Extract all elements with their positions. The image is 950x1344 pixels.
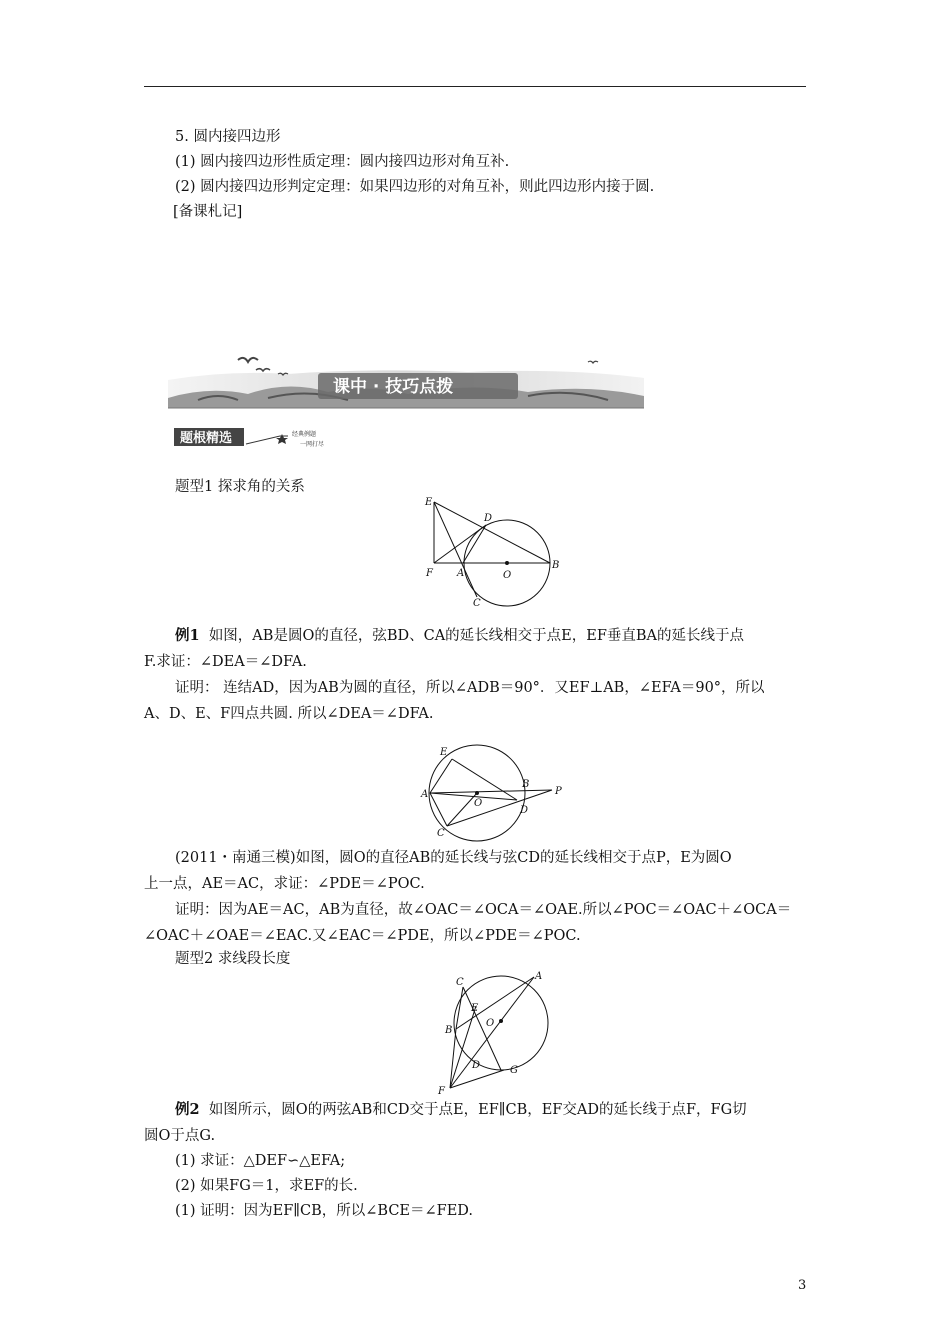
banner-sub2: 一网打尽 [300, 441, 325, 448]
exampleB-line1: (2011・南通三模)如图，圆O的直径AB的延长线与弦CD的延长线相交于点P，E为圆O [175, 850, 732, 866]
fig3-label-E: E [471, 1003, 479, 1014]
proof2-line1: 证明：因为AE＝AC，AB为直径，故∠OAC＝∠OCA＝∠OAE.所以∠POC＝∠OAC＋∠OCA＝ [175, 902, 792, 918]
example2-a1: (1) 证明：因为EF∥CB，所以∠BCE＝∠FED. [175, 1203, 474, 1219]
fig3-label-G: G [510, 1065, 518, 1076]
fig1-label-A: A [457, 568, 465, 579]
fig2-label-O: O [474, 798, 483, 809]
figure-1 [420, 492, 570, 612]
fig1-label-D: D [484, 513, 493, 524]
fig3-label-C: C [456, 977, 464, 988]
banner-tag: 题根精选 [180, 431, 233, 446]
section5-item2: (2) 圆内接四边形判定定理：如果四边形的对角互补，则此四边形内接于圆. [175, 179, 655, 195]
example2-line1: 例2 如图所示，圆O的两弦AB和CD交于点E，EF∥CB，EF交AD的延长线于点F，FG切 [175, 1101, 747, 1118]
fig2-label-P: P [555, 786, 562, 797]
header-rule [144, 86, 806, 87]
fig1-label-B: B [552, 560, 560, 571]
example2-q1: (1) 求证：△DEF∽△EFA; [175, 1153, 346, 1169]
type2-heading: 题型2 求线段长度 [175, 951, 291, 967]
example1-line1: 例1 如图，AB是圆O的直径，弦BD、CA的延长线相交于点E，EF垂直BA的延长线于点 [175, 627, 745, 644]
bird-icon [588, 361, 598, 363]
fig3-label-B: B [445, 1025, 453, 1036]
fig2-label-C: C [437, 828, 445, 839]
figure-3 [430, 968, 560, 1098]
fig2-label-A: A [421, 789, 429, 800]
example1-line2: F.求证：∠DEA＝∠DFA. [144, 654, 307, 670]
fig2-label-B: B [522, 779, 530, 790]
fig3-label-F: F [438, 1086, 445, 1097]
proof1-line1: 证明： 连结AD，因为AB为圆的直径，所以∠ADB＝90°．又EF⊥AB，∠EFA＝90°，所以 [175, 680, 765, 696]
example2-label: 例2 [175, 1101, 200, 1118]
fig2-label-E: E [440, 747, 448, 758]
page-number: 3 [798, 1278, 807, 1293]
example1-label: 例1 [175, 627, 200, 644]
example2-q2: (2) 如果FG＝1，求EF的长. [175, 1178, 358, 1194]
section-banner [168, 350, 644, 450]
fig2-label-D: D [520, 805, 529, 816]
fig1-label-C: C [473, 598, 481, 609]
section5-item1: (1) 圆内接四边形性质定理：圆内接四边形对角互补. [175, 154, 510, 170]
banner-sub1: 经典例题 [292, 431, 317, 438]
figure-2 [420, 740, 570, 840]
fig3-label-A: A [535, 971, 543, 982]
fig3-label-O: O [486, 1018, 495, 1029]
fig1-label-O: O [503, 570, 512, 581]
fig1-label-E: E [425, 497, 433, 508]
bird-icon [256, 369, 270, 371]
notes-label: [备课札记] [173, 204, 243, 220]
proof2-line2: ∠OAC＋∠OAE＝∠EAC.又∠EAC＝∠PDE，所以∠PDE＝∠POC. [144, 928, 581, 944]
banner-title: 课中 · 技巧点拨 [333, 377, 454, 397]
type1-heading: 题型1 探求角的关系 [175, 479, 305, 495]
exampleB-line2: 上一点，AE＝AC，求证：∠PDE＝∠POC. [144, 876, 425, 892]
example2-line2: 圆O于点G. [144, 1128, 216, 1144]
bird-icon [238, 358, 258, 362]
section5-heading: 5. 圆内接四边形 [175, 129, 281, 145]
proof1-line2: A、D、E、F四点共圆. 所以∠DEA＝∠DFA. [144, 706, 434, 722]
fig3-label-D: D [472, 1060, 481, 1071]
fig1-label-F: F [426, 568, 433, 579]
